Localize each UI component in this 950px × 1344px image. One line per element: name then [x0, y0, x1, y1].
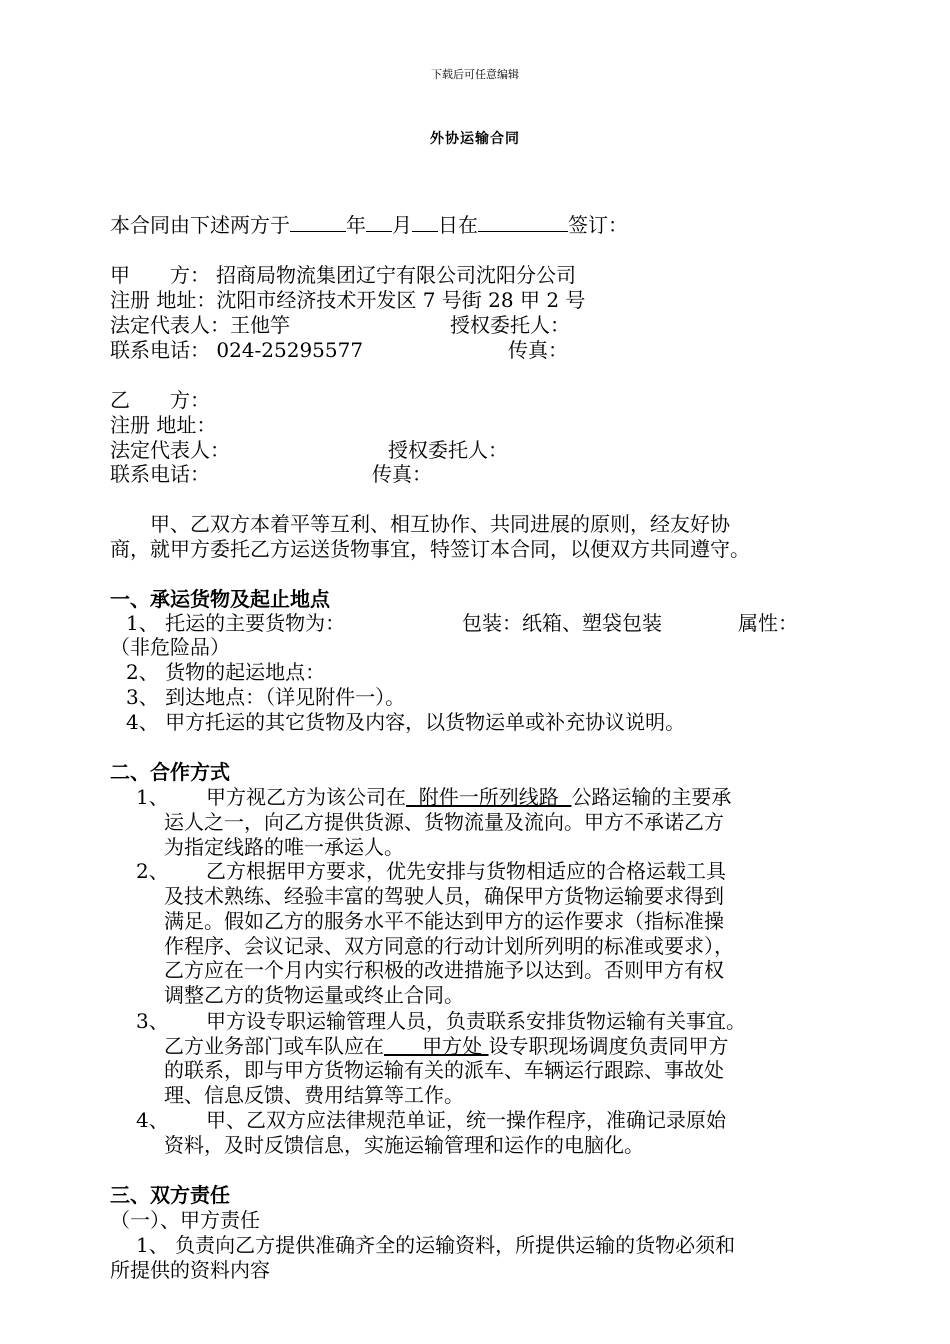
intro-text: 本合同由下述两方于	[110, 213, 290, 237]
section-2-heading: 二、合作方式	[110, 760, 230, 784]
party-a-name-line	[110, 263, 576, 287]
party-a-phone: 联系电话： 024-25295577	[110, 338, 364, 362]
s2-item-3-line-3: 的联系，即与甲方货物运输有关的派车、车辆运行跟踪、事故处	[164, 1058, 724, 1082]
document-title: 外协运输合同	[430, 131, 520, 147]
s2-item-3-location-underlined: 甲方处	[384, 1034, 489, 1058]
party-b-authorized: 授权委托人：	[388, 438, 508, 462]
month-blank	[366, 213, 392, 232]
s2-item-1-line-2: 运人之一，向乙方提供货源、货物流量及流向。甲方不承诺乙方	[164, 810, 724, 834]
party-b-fax: 传真：	[372, 462, 432, 486]
s2-item-1-text-a: 甲方视乙方为该公司在	[206, 785, 406, 809]
s1-item-3: 3、 到达地点：（详见附件一）。	[126, 685, 406, 709]
intro-signed: 签订：	[568, 213, 628, 237]
s2-item-3-line-2	[164, 1034, 729, 1058]
s3-subsection-1: （一）、甲方责任	[110, 1208, 260, 1232]
intro-line	[110, 213, 628, 237]
party-a-address: 注册 地址：沈阳市经济技术开发区 7 号街 28 甲 2 号	[110, 288, 586, 312]
s1-item-1-goods: 1、 托运的主要货物为：	[126, 611, 346, 635]
s2-item-2-line-6: 调整乙方的货物运量或终止合同。	[164, 983, 464, 1007]
party-a-label: 甲 方：	[110, 263, 210, 287]
s2-item-1-route-underlined: 附件一所列线路	[406, 785, 572, 809]
party-b-legal-rep: 法定代表人：	[110, 438, 230, 462]
party-a-legal-rep: 法定代表人：王他竽	[110, 313, 290, 337]
s1-item-2: 2、 货物的起运地点：	[126, 660, 326, 684]
party-b-address: 注册 地址：	[110, 413, 217, 437]
s2-item-1-number: 1、	[136, 785, 169, 809]
s3-item-1-line-2: 所提供的资料内容	[110, 1258, 270, 1282]
preamble-line-1: 甲、乙双方本着平等互利、相互协作、共同进展的原则，经友好协	[150, 512, 730, 536]
s2-item-4-number: 4、	[136, 1108, 169, 1132]
preamble-line-2: 商，就甲方委托乙方运送货物事宜，特签订本合同，以便双方共同遵守。	[110, 537, 750, 561]
s2-item-3-number: 3、	[136, 1009, 169, 1033]
s2-item-2-line-5: 乙方应在一个月内实行积极的改进措施予以达到。否则甲方有权	[164, 958, 724, 982]
intro-year: 年	[346, 213, 366, 237]
party-a-name: 招商局物流集团辽宁有限公司沈阳分公司	[216, 263, 576, 287]
s1-item-1-attribute: 属性：	[738, 611, 798, 635]
s1-item-4: 4、 甲方托运的其它货物及内容，以货物运单或补充协议说明。	[126, 710, 686, 734]
s2-item-2-line-1: 乙方根据甲方要求，优先安排与货物相适应的合格运载工具	[206, 859, 726, 883]
s3-item-1-line-1: 1、 负责向乙方提供准确齐全的运输资料，所提供运输的货物必须和	[136, 1233, 736, 1257]
s2-item-4-line-2: 资料，及时反馈信息，实施运输管理和运作的电脑化。	[164, 1133, 644, 1157]
intro-day: 日在	[438, 213, 478, 237]
s2-item-2-line-4: 作程序、会议记录、双方同意的行动计划所列明的标准或要求），	[164, 934, 734, 958]
s2-item-3-text-b: 设专职现场调度负责同甲方	[488, 1034, 729, 1058]
s2-item-3-line-1: 甲方设专职运输管理人员，负责联系安排货物运输有关事宜。	[206, 1009, 746, 1033]
s1-item-1-nonhazard: （非危险品）	[110, 635, 230, 659]
s2-item-2-number: 2、	[136, 859, 169, 883]
s1-item-1-packaging: 包装：纸箱、塑袋包装	[462, 611, 662, 635]
s2-item-1-line-3: 为指定线路的唯一承运人。	[164, 835, 404, 859]
s2-item-1-line-1	[206, 785, 731, 809]
s2-item-1-text-b: 公路运输的主要承	[571, 785, 732, 809]
header-note: 下载后可任意编辑	[431, 68, 519, 81]
party-a-fax: 传真：	[508, 338, 568, 362]
day-blank	[412, 213, 438, 232]
s2-item-2-line-3: 满足。假如乙方的服务水平不能达到甲方的运作要求（指标准操	[164, 909, 724, 933]
section-1-heading: 一、承运货物及起止地点	[110, 587, 330, 611]
s2-item-3-text-a: 乙方业务部门或车队应在	[164, 1034, 384, 1058]
party-b-phone: 联系电话：	[110, 462, 210, 486]
section-3-heading: 三、双方责任	[110, 1183, 230, 1207]
place-blank	[478, 213, 568, 232]
party-b-label: 乙 方：	[110, 388, 210, 412]
s2-item-4-line-1: 甲、乙双方应法律规范单证，统一操作程序，准确记录原始	[206, 1108, 726, 1132]
s2-item-3-line-4: 理、信息反馈、费用结算等工作。	[164, 1083, 464, 1107]
year-blank	[290, 213, 346, 232]
party-a-authorized: 授权委托人：	[450, 313, 570, 337]
intro-month: 月	[392, 213, 412, 237]
s2-item-2-line-2: 及技术熟练、经验丰富的驾驶人员，确保甲方货物运输要求得到	[164, 884, 724, 908]
